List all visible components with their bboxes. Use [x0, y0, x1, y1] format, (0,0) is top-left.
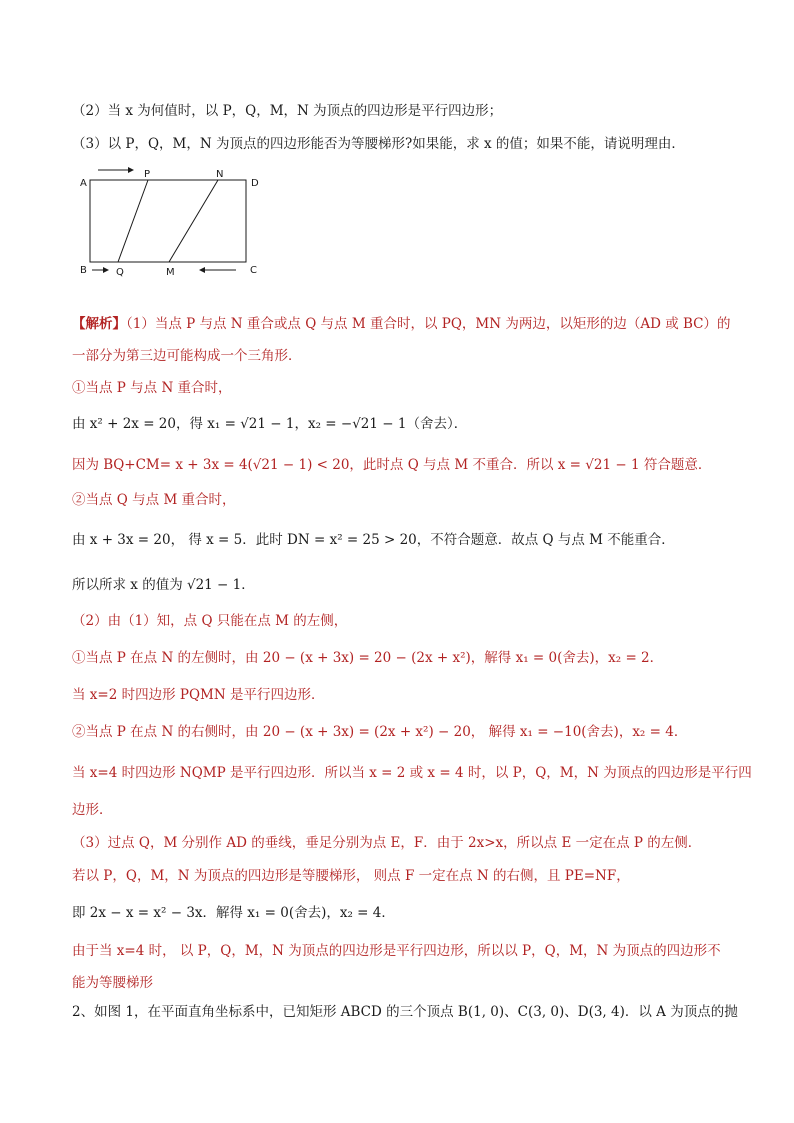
question-2: （2）当 x 为何值时，以 P，Q，M，N 为顶点的四边形是平行四边形；: [72, 103, 503, 119]
solution-part-3: （3）过点 Q，M 分别作 AD 的垂线，垂足分别为点 E，F．由于 2x>x，所以点 E 一定在点 P 的左侧．: [72, 835, 702, 851]
part-3-condition: 若以 P，Q，M，N 为顶点的四边形是等腰梯形， 则点 F 一定在点 N 的右侧，且 PE=NF，: [72, 868, 630, 884]
part-2-case-1: ①当点 P 在点 N 的左侧时，由 20 − (x + 3x) = 20 − (2x + x²)，解得 x₁ = 0(舍去)，x₂ = 2．: [72, 650, 664, 666]
question-3: （3）以 P，Q，M，N 为顶点的四边形能否为等腰梯形?如果能，求 x 的值；如果不能，请说明理由．: [72, 136, 685, 152]
label-p: P: [144, 169, 151, 180]
part-1-answer: 所以所求 x 的值为 √21 − 1．: [72, 577, 255, 593]
part-2-result-tail: 边形．: [72, 802, 113, 818]
segment-nm: [169, 180, 218, 262]
case-1-equation: 由 x² + 2x = 20，得 x₁ = √21 − 1，x₂ = −√21 − 1（舍去）．: [72, 416, 468, 432]
part-2-case-2-result: 当 x=4 时四边形 NQMP 是平行四边形．所以当 x = 2 或 x = 4 时，以 P，Q，M，N 为顶点的四边形是平行四: [72, 765, 752, 781]
label-b: B: [80, 265, 87, 276]
label-m: M: [166, 267, 175, 278]
part-2-case-1-result: 当 x=2 时四边形 PQMN 是平行四边形．: [72, 687, 325, 703]
label-n: N: [216, 169, 224, 180]
solution-p1-text: （1）当点 P 与点 N 重合或点 Q 与点 M 重合时，以 PQ，MN 为两边，以矩形的边（AD 或 BC）的: [126, 316, 731, 332]
next-question: 2、如图 1，在平面直角坐标系中，已知矩形 ABCD 的三个顶点 B(1, 0)、C(3, 0)、D(3, 4)．以 A 为顶点的抛: [72, 1004, 738, 1020]
part-2-case-2: ②当点 P 在点 N 的右侧时，由 20 − (x + 3x) = (2x + x²) − 20， 解得 x₁ = −10(舍去)，x₂ = 4．: [72, 724, 688, 740]
segment-pq: [118, 180, 148, 262]
solution-part-1: [72, 314, 732, 334]
part-3-conclusion-tail: 能为等腰梯形: [72, 975, 153, 991]
case-2-equation: 由 x + 3x = 20， 得 x = 5．此时 DN = x² = 25 > 20，不符合题意．故点 Q 与点 M 不能重合．: [72, 532, 675, 548]
case-2-heading: ②当点 Q 与点 M 重合时，: [72, 492, 236, 508]
label-d: D: [251, 178, 259, 189]
rectangle-figure: [78, 160, 278, 285]
label-a: A: [80, 178, 87, 189]
rectangle-abcd: [90, 180, 246, 262]
part-3-equation: 即 2x − x = x² − 3x．解得 x₁ = 0(舍去)，x₂ = 4．: [72, 905, 395, 921]
case-1-heading: ①当点 P 与点 N 重合时，: [72, 380, 232, 396]
solution-part-2: （2）由（1）知，点 Q 只能在点 M 的左侧，: [72, 613, 348, 629]
part-3-conclusion: 由于当 x=4 时， 以 P，Q，M，N 为顶点的四边形是平行四边形，所以以 P，Q，M，N 为顶点的四边形不: [72, 943, 721, 959]
analysis-tag: 【解析】: [72, 316, 126, 332]
solution-p1b: 一部分为第三边可能构成一个三角形．: [72, 348, 302, 364]
label-c: C: [250, 265, 257, 276]
label-q: Q: [116, 267, 124, 278]
case-1-check: 因为 BQ+CM= x + 3x = 4(√21 − 1) < 20，此时点 Q 与点 M 不重合．所以 x = √21 − 1 符合题意．: [72, 457, 712, 473]
